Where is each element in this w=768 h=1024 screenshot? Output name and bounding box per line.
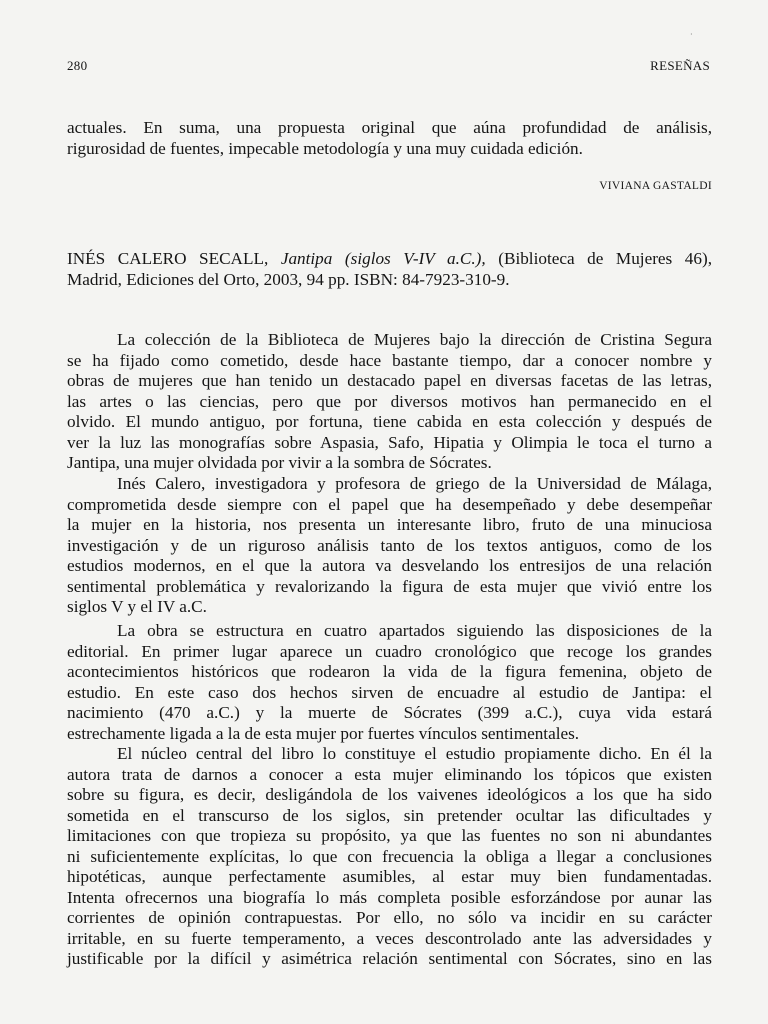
previous-review-ending xyxy=(67,118,712,159)
text-line: editorial. En primer lugar aparece un cuadro cronológico que recoge los grandes xyxy=(67,641,712,661)
text-line: acontecimientos históricos que rodearon la vida de la figura femenina, objeto de xyxy=(67,662,712,681)
paragraph-2 xyxy=(67,474,712,618)
text-line: La colección de la Biblioteca de Mujeres bajo la dirección de Cristina Segura xyxy=(117,330,712,349)
citation-line-1 xyxy=(67,248,712,269)
text-line: autora trata de darnos a conocer a esta mujer eliminando los tópicos que existen xyxy=(67,764,712,784)
text-line: limitaciones con que tropieza su propósito, ya que las fuentes no son ni abundantes xyxy=(67,826,712,845)
text-line: estrechamente ligada a la de esta mujer por fuertes vínculos sentimentales. xyxy=(67,723,580,743)
text-line: se ha fijado como cometido, desde hace bastante tiempo, dar a conocer nombre y xyxy=(67,350,712,370)
book-author: INÉS CALERO SECALL, xyxy=(67,249,269,268)
text-line: sentimental problemática y revalorizando la figura de esta mujer que vivió entre los xyxy=(67,576,712,596)
text-line: Jantipa, una mujer olvidada por vivir a la sombra de Sócrates. xyxy=(67,453,492,472)
text-line: investigación y de un riguroso análisis tanto de los textos antiguos, como de los xyxy=(67,535,712,555)
text-line: Inés Calero, investigadora y profesora de griego de la Universidad de Málaga, xyxy=(117,474,712,493)
book-series: (Biblioteca de Mujeres 46), xyxy=(498,249,712,268)
text-line: corrientes de opinión contrapuestas. Por ello, no sólo va incidir en su carácter xyxy=(67,908,712,927)
text-line: La obra se estructura en cuatro apartados siguiendo las disposiciones de la xyxy=(117,621,712,640)
text-line: Intenta ofrecernos una biografía lo más completa posible esforzándose por aunar las xyxy=(67,887,712,907)
text-line: nacimiento (470 a.C.) y la muerte de Sócrates (399 a.C.), cuya vida estará xyxy=(67,703,712,722)
text-line: comprometida desde siempre con el papel que ha desempeñado y debe desempeñar xyxy=(67,494,712,514)
section-title: RESEÑAS xyxy=(650,58,710,73)
text-line: El núcleo central del libro lo constituye el estudio propiamente dicho. En él la xyxy=(117,744,712,763)
paragraph-4 xyxy=(67,744,712,970)
text-line: ver la luz las monografías sobre Aspasia, Safo, Hipatia y Olimpia le toca el turno a xyxy=(67,432,712,452)
text-line: la mujer en la historia, nos presenta un interesante libro, fruto de una minuciosa xyxy=(67,515,712,534)
text-line: hipotéticas, aunque perfectamente asumibles, al estar muy bien fundamentadas. xyxy=(67,867,712,886)
text-line: sometida en el transcurso de los siglos, sin pretender ocultar las dificultades y xyxy=(67,805,712,825)
text-line: irritable, en su fuerte temperamento, a veces descontrolado ante las adversidades y xyxy=(67,928,712,948)
text-line: rigurosidad de fuentes, impecable metodología y una muy cuidada edición. xyxy=(67,138,583,158)
text-line: sobre su figura, es decir, desligándola de los vaivenes ideológicos a los que ha sido xyxy=(67,785,712,804)
text-line: actuales. En suma, una propuesta original que aúna profundidad de análisis, xyxy=(67,118,712,137)
book-citation xyxy=(67,248,712,290)
text-line: estudio. En este caso dos hechos sirven de encuadre al estudio de Jantipa: el xyxy=(67,682,712,702)
paragraph-3 xyxy=(67,621,712,744)
running-header xyxy=(67,58,710,74)
text-line: estudios modernos, en el que la autora va desvelando los entresijos de una relación xyxy=(67,556,712,575)
text-line: ni suficientemente explícitas, lo que con frecuencia la obliga a llegar a conclusiones xyxy=(67,846,712,866)
book-title: Jantipa (siglos V-IV a.C.), xyxy=(280,249,486,268)
text-line: las artes o las ciencias, pero que por diversos motivos han permanecido en el xyxy=(67,391,712,411)
scan-speck: · xyxy=(690,30,693,39)
citation-line-2: Madrid, Ediciones del Orto, 2003, 94 pp. ISBN: 84-7923-310-9. xyxy=(67,270,510,289)
reviewer-signature: VIVIANA GASTALDI xyxy=(599,180,712,192)
text-line: obras de mujeres que han tenido un destacado papel en diversas facetas de las letras, xyxy=(67,371,712,390)
text-line: justificable por la difícil y asimétrica relación sentimental con Sócrates, sino en las xyxy=(67,949,712,968)
page-number: 280 xyxy=(67,58,88,73)
text-line: siglos V y el IV a.C. xyxy=(67,597,207,616)
text-line: olvido. El mundo antiguo, por fortuna, tiene cabida en esta colección y después de xyxy=(67,412,712,431)
paragraph-1 xyxy=(67,330,712,474)
